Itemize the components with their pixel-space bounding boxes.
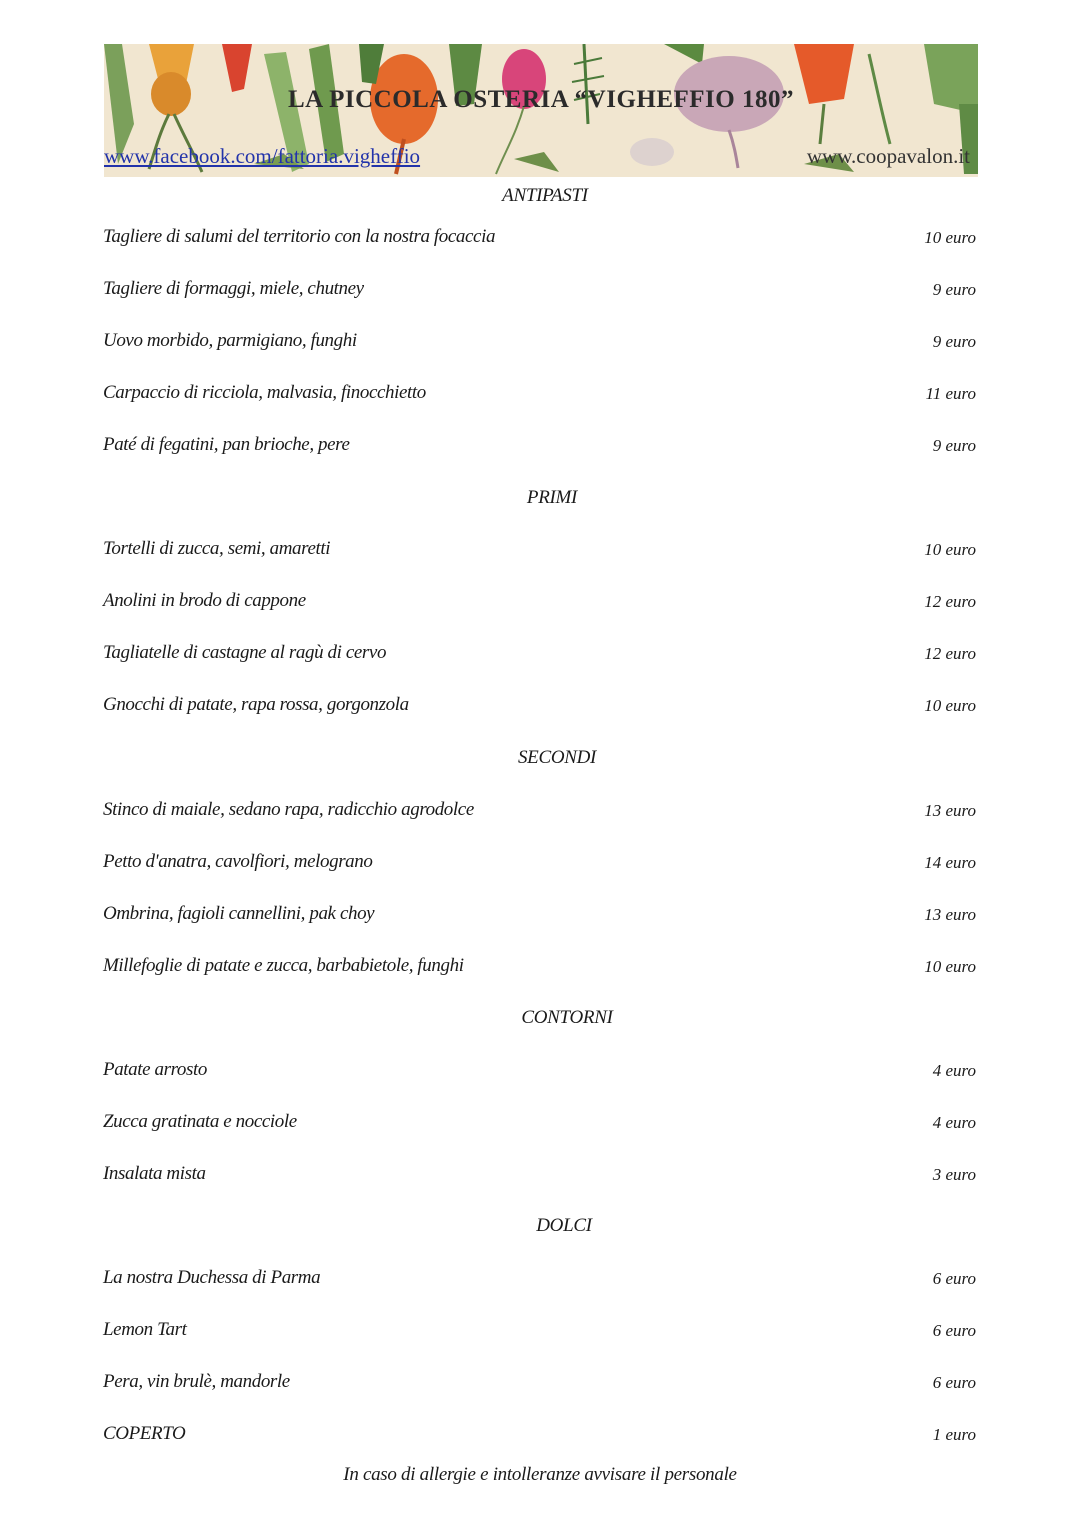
menu-item [103, 278, 976, 306]
item-price: 4 euro [932, 1113, 976, 1132]
item-name: Tortelli di zucca, semi, amaretti [103, 538, 331, 559]
item-name: Carpaccio di ricciola, malvasia, finocchietto [103, 382, 426, 403]
item-name: Tagliere di salumi del territorio con la nostra focaccia [103, 226, 496, 247]
menu-item [103, 1319, 976, 1347]
item-name: Petto d'anatra, cavolfiori, melograno [103, 851, 373, 872]
menu-item [103, 434, 976, 462]
item-name: La nostra Duchessa di Parma [103, 1267, 321, 1288]
item-price: 12 euro [924, 644, 976, 663]
item-name: Gnocchi di patate, rapa rossa, gorgonzola [103, 694, 409, 715]
item-name: Ombrina, fagioli cannellini, pak choy [103, 903, 375, 924]
item-price: 6 euro [932, 1373, 976, 1392]
menu-item [103, 590, 976, 618]
item-price: 9 euro [932, 332, 976, 351]
menu-item [103, 330, 976, 358]
item-name: Tagliatelle di castagne al ragù di cervo [103, 642, 387, 663]
item-price: 14 euro [924, 853, 976, 872]
item-name: Insalata mista [103, 1163, 206, 1184]
header-banner [104, 44, 978, 177]
item-price: 11 euro [925, 384, 976, 403]
menu-item [103, 382, 976, 410]
allergy-notice: In caso di allergie e intolleranze avvisare il personale [343, 1464, 737, 1485]
section-title-secondi: SECONDI [517, 747, 597, 768]
restaurant-title: LA PICCOLA OSTERIA “VIGHEFFIO 180” [288, 86, 794, 113]
menu-item [103, 1111, 976, 1139]
website-link[interactable]: www.coopavalon.it [806, 144, 970, 168]
item-price: 9 euro [932, 436, 976, 455]
menu-item [103, 955, 976, 983]
item-name: Uovo morbido, parmigiano, funghi [103, 330, 357, 351]
item-price: 10 euro [924, 228, 976, 247]
item-price: 12 euro [924, 592, 976, 611]
item-price: 6 euro [932, 1321, 976, 1340]
item-name: Tagliere di formaggi, miele, chutney [103, 278, 364, 299]
menu-item [103, 694, 976, 722]
menu-item [103, 1371, 976, 1399]
item-name: Anolini in brodo di cappone [103, 590, 306, 611]
item-name: Patate arrosto [103, 1059, 208, 1080]
section-title-contorni: CONTORNI [521, 1007, 613, 1028]
item-price: 13 euro [924, 905, 976, 924]
item-price: 1 euro [932, 1425, 976, 1444]
item-name: Pera, vin brulè, mandorle [103, 1371, 290, 1392]
menu-item [103, 1267, 976, 1295]
section-title-dolci: DOLCI [536, 1215, 592, 1236]
item-price: 9 euro [932, 280, 976, 299]
menu-item [103, 903, 976, 931]
item-name: COPERTO [103, 1423, 186, 1444]
item-price: 10 euro [924, 696, 976, 715]
menu-item [103, 642, 976, 670]
menu-item [103, 1163, 976, 1191]
item-name: Zucca gratinata e nocciole [103, 1111, 297, 1132]
item-price: 13 euro [924, 801, 976, 820]
facebook-link[interactable]: www.facebook.com/fattoria.vigheffio [104, 144, 421, 168]
section-title-primi: PRIMI [526, 487, 578, 508]
menu-item-coperto [103, 1423, 976, 1451]
menu-item [103, 1059, 976, 1087]
item-price: 10 euro [924, 540, 976, 559]
item-name: Lemon Tart [103, 1319, 187, 1340]
section-title-antipasti: ANTIPASTI [502, 185, 588, 206]
item-name: Millefoglie di patate e zucca, barbabietole, funghi [103, 955, 464, 976]
menu-item [103, 538, 976, 566]
menu-item [103, 799, 976, 827]
menu-item [103, 851, 976, 879]
menu-item [103, 226, 976, 254]
item-price: 6 euro [932, 1269, 976, 1288]
item-name: Stinco di maiale, sedano rapa, radicchio agrodolce [103, 799, 474, 820]
item-price: 3 euro [932, 1165, 976, 1184]
item-name: Paté di fegatini, pan brioche, pere [103, 434, 350, 455]
item-price: 10 euro [924, 957, 976, 976]
item-price: 4 euro [932, 1061, 976, 1080]
